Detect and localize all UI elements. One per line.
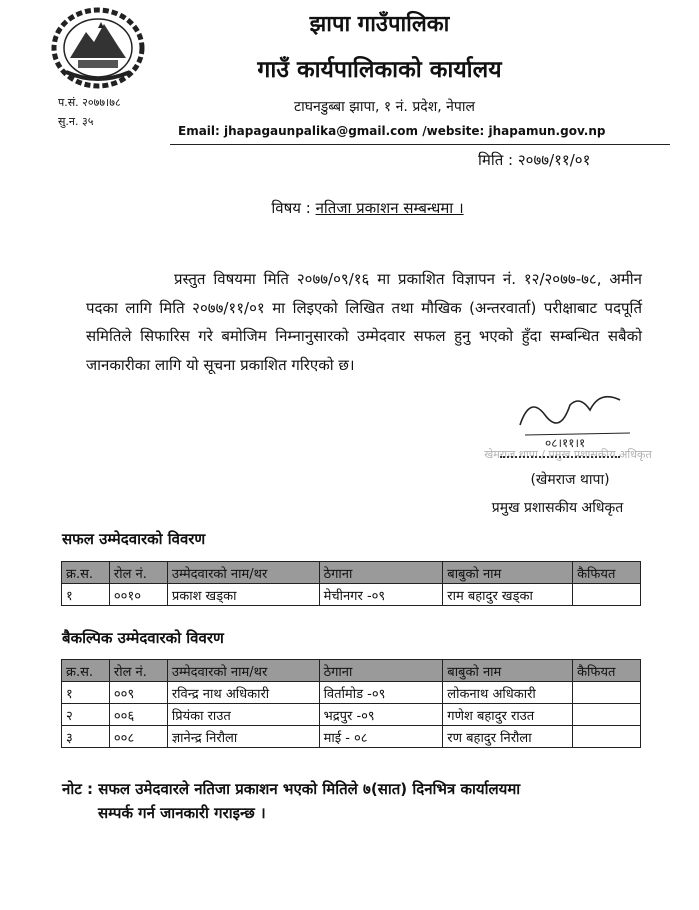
col-header: रोल नं.: [109, 562, 167, 584]
table-header-row: [62, 562, 641, 584]
col-header: रोल नं.: [109, 660, 167, 682]
table-cell: राम बहादुर खड्का: [443, 584, 573, 606]
table-cell: रण बहादुर निरौला: [443, 726, 573, 748]
table-cell: २: [62, 704, 110, 726]
dispatch-number: सु.न. ३५: [58, 115, 94, 128]
contact-line: Email: jhapagaunpalika@gmail.com /website: jhapamun.gov.np: [178, 124, 606, 138]
table-cell: माई - ०८: [319, 726, 443, 748]
table-header-row: [62, 660, 641, 682]
col-header: कैफियत: [573, 562, 641, 584]
table-row: [62, 704, 641, 726]
successful-table: [61, 561, 641, 606]
stamp-text: खेमराज थापा / प्रमुख प्रशासकीय अधिकृत: [484, 448, 652, 461]
table-cell: [573, 704, 641, 726]
table-cell: रविन्द्र नाथ अधिकारी: [167, 682, 319, 704]
table-cell: [573, 682, 641, 704]
table-row: [62, 726, 641, 748]
table-cell: गणेश बहादुर राउत: [443, 704, 573, 726]
table-cell: भद्रपुर -०९: [319, 704, 443, 726]
table-cell: ००१०: [109, 584, 167, 606]
signatory-title: प्रमुख प्रशासकीय अधिकृत: [491, 500, 624, 516]
col-header: क्र.स.: [62, 562, 110, 584]
signature-line: [500, 456, 620, 458]
alternate-heading: बैकल्पिक उम्मेदवारको विवरण: [62, 629, 224, 647]
col-header: क्र.स.: [62, 660, 110, 682]
table-cell: ३: [62, 726, 110, 748]
subject-line: [0, 198, 699, 218]
table-cell: विर्तामोड -०९: [319, 682, 443, 704]
office-name: झापा गाउँपालिका: [309, 12, 450, 37]
alternate-table: [61, 659, 641, 748]
letter-date: मिति : २०७७/११/०१: [478, 151, 591, 169]
table-cell: प्रियंका राउत: [167, 704, 319, 726]
note-line-2: सम्पर्क गर्न जानकारी गराइन्छ ।: [98, 804, 266, 822]
col-header: उम्मेदवारको नाम/थर: [167, 660, 319, 682]
note-line-1: नोट : सफल उमेदवारले नतिजा प्रकाशन भएको मितिले ७(सात) दिनभित्र कार्यालयमा: [62, 780, 521, 798]
table-row: [62, 584, 641, 606]
col-header: कैफियत: [573, 660, 641, 682]
table-cell: ज्ञानेन्द्र निरौला: [167, 726, 319, 748]
table-cell: ००८: [109, 726, 167, 748]
col-header: बाबुको नाम: [443, 562, 573, 584]
office-address: टाघनडुब्बा झापा, १ नं. प्रदेश, नेपाल: [294, 99, 475, 115]
ref-number: प.सं. २०७७।७८: [58, 96, 121, 109]
col-header: उम्मेदवारको नाम/थर: [167, 562, 319, 584]
header-divider: [170, 144, 670, 145]
table-cell: [573, 584, 641, 606]
table-cell: प्रकाश खड्का: [167, 584, 319, 606]
table-cell: मेचीनगर -०९: [319, 584, 443, 606]
successful-heading: सफल उम्मेदवारको विवरण: [62, 530, 206, 548]
col-header: ठेगाना: [319, 660, 443, 682]
table-row: [62, 682, 641, 704]
signatory-name: (खेमराज थापा): [530, 472, 610, 488]
table-cell: लोकनाथ अधिकारी: [443, 682, 573, 704]
office-subtitle: गाउँ कार्यपालिकाको कार्यालय: [257, 57, 502, 83]
table-cell: ००९: [109, 682, 167, 704]
handwritten-date: ०८।११।१: [545, 436, 586, 450]
table-cell: १: [62, 682, 110, 704]
col-header: ठेगाना: [319, 562, 443, 584]
table-cell: १: [62, 584, 110, 606]
col-header: बाबुको नाम: [443, 660, 573, 682]
table-cell: [573, 726, 641, 748]
subject-text: नतिजा प्रकाशन सम्बन्धमा ।: [315, 199, 464, 217]
subject-label: विषय :: [271, 199, 311, 217]
table-cell: ००६: [109, 704, 167, 726]
notice-body: प्रस्तुत विषयमा मिति २०७७/०९/१६ मा प्रकाशित विज्ञापन नं. १२/२०७७-७८, अमीन पदका लागि मिति २०७७/११/०१ मा लिइएको लिखित तथा मौखिक (अन्तरवार्ता) परीक्षाबाट पदपूर्ति समितिले सिफारिस गरे बमोजिम निम्नानुसारको उम्मेदवार सफल हुनु भएको हुँदा सम्बन्धित सबैको जानकारीका लागि यो सूचना प्रकाशित गरिएको छ।: [86, 270, 642, 374]
